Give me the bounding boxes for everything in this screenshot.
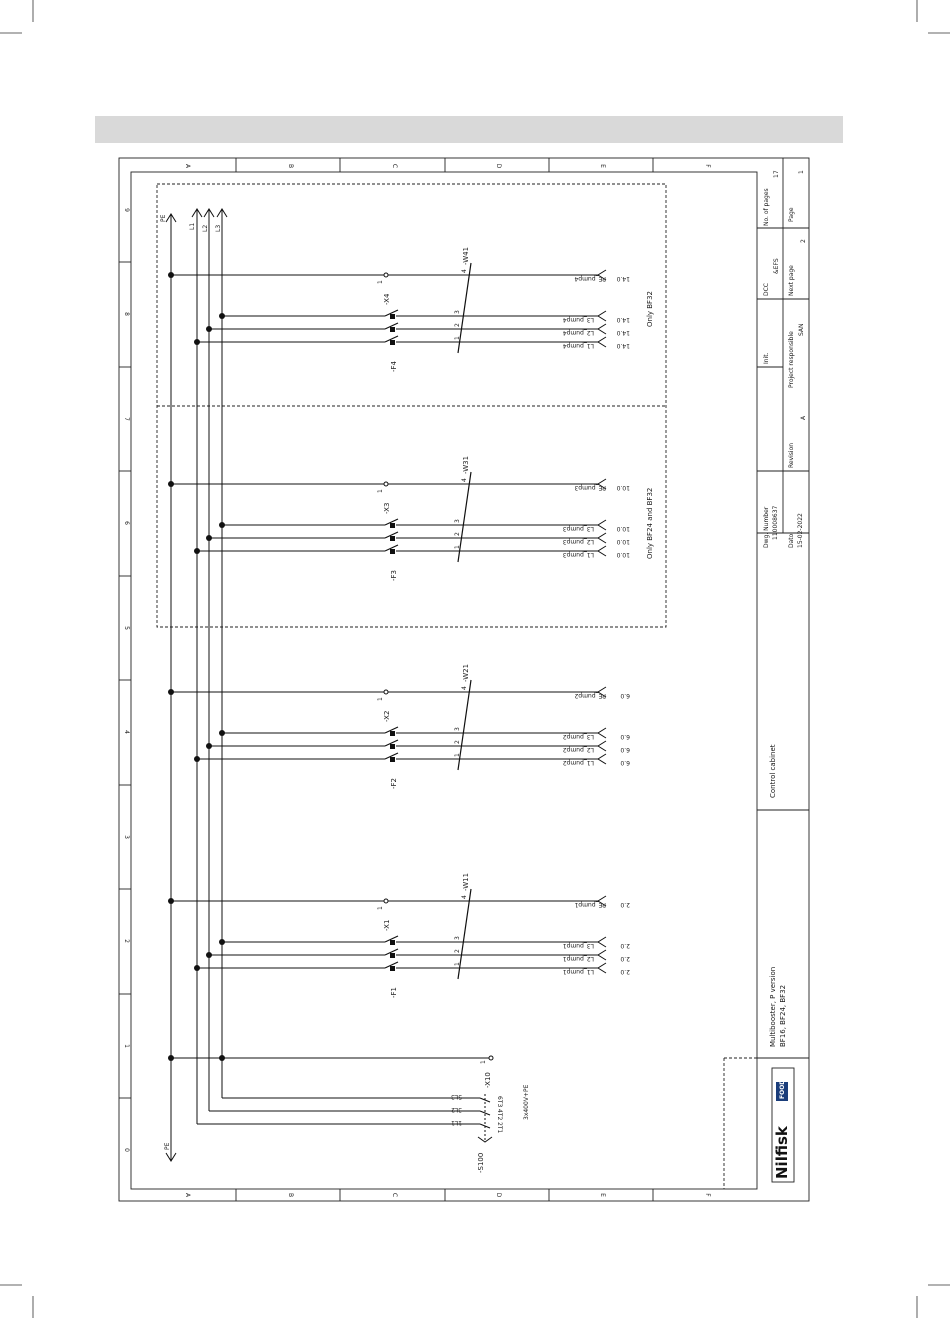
col-f-bottom: F bbox=[704, 1193, 711, 1197]
pump1-ref-pe: 2.0 bbox=[620, 901, 630, 908]
supply-in-2: 3L2 bbox=[451, 1106, 462, 1113]
pump4-fuse-tag: -F4 bbox=[390, 360, 398, 372]
pump2-fuse-tag: -F2 bbox=[390, 777, 398, 789]
pages-value: 17 bbox=[773, 170, 780, 178]
pump4-core-1: 1 bbox=[454, 336, 461, 340]
pump2-core-3: 3 bbox=[454, 727, 461, 731]
pump4-phase3-junction bbox=[219, 313, 225, 319]
next-page-label: Next page bbox=[788, 265, 795, 296]
bus-l3-label: L3 bbox=[215, 224, 222, 232]
pump3-phase3-fuse-mark bbox=[390, 523, 395, 528]
pump2-terminal-dot bbox=[384, 690, 388, 694]
pump3-terminal-num: 1 bbox=[377, 489, 384, 493]
pump4-terminal-dot bbox=[384, 273, 388, 277]
column-labels-top bbox=[184, 164, 711, 169]
pump1-ref-1: 2.0 bbox=[620, 968, 630, 975]
pump4-wire-label-pe: PE_pump4 bbox=[574, 275, 606, 282]
col-d-bottom: D bbox=[495, 1192, 502, 1198]
pump3-phase1-arrow bbox=[598, 546, 606, 556]
dwg-number-value: 110008637 bbox=[772, 505, 779, 540]
pump3-wire-label-3: L3_pump3 bbox=[562, 525, 594, 532]
row-3: 3 bbox=[123, 835, 130, 839]
supply-out-2: 4T2 bbox=[496, 1109, 503, 1121]
pump2-cable-tag: -W21 bbox=[462, 663, 470, 682]
pump3-core-4: 4 bbox=[461, 478, 468, 482]
pump2-phase3-junction bbox=[219, 730, 225, 736]
project-label: Project responsible bbox=[788, 331, 795, 388]
pump2-ref-1: 6.0 bbox=[620, 759, 630, 766]
pump3-phase3-arrow bbox=[598, 520, 606, 530]
page-label: Page bbox=[788, 207, 795, 222]
pump3-phase2-junction bbox=[206, 535, 212, 541]
revision-label: Revision bbox=[788, 442, 795, 468]
pump2-wire-label-pe: PE_pump2 bbox=[574, 692, 606, 699]
pump1-phase2-fuse-mark bbox=[390, 953, 395, 958]
pump2-phase3-arrow bbox=[598, 728, 606, 738]
pump2-phase1-arrow bbox=[598, 754, 606, 764]
pump1-wire-label-1: L1_pump1 bbox=[562, 968, 594, 975]
pump2-terminal-num: 1 bbox=[377, 697, 384, 701]
pump1-phase2-junction bbox=[206, 952, 212, 958]
pump3-phase2-arrow bbox=[598, 533, 606, 543]
bus-l1-label: L1 bbox=[189, 222, 196, 230]
pump1-phase2-arrow bbox=[598, 950, 606, 960]
column-labels-bottom bbox=[184, 1193, 711, 1198]
bus-pe-top-label: PE bbox=[160, 214, 167, 222]
pump3-phase2-fuse-mark bbox=[390, 536, 395, 541]
row-2: 2 bbox=[123, 939, 130, 943]
pump3-phase1-junction bbox=[194, 548, 200, 554]
bus-bars bbox=[166, 209, 227, 1161]
pump3-ref-pe: 10.0 bbox=[616, 484, 630, 491]
pump1-terminal-tag: -X1 bbox=[383, 919, 391, 931]
pump3-core-2: 2 bbox=[454, 532, 461, 536]
pages-label: No. of pages bbox=[763, 188, 770, 226]
bus-l2-label: L2 bbox=[202, 224, 209, 232]
pump2-phase1-fuse-mark bbox=[390, 757, 395, 762]
pump4-phase3-fuse-mark bbox=[390, 314, 395, 319]
bus-pe-bottom-label: PE bbox=[164, 1142, 171, 1150]
col-c-top: C bbox=[391, 163, 398, 169]
dwg-number-label: Dwg. Number bbox=[763, 506, 770, 548]
row-0: 0 bbox=[123, 1148, 130, 1152]
pump4-phase1-fuse-mark bbox=[390, 340, 395, 345]
pump4-core-2: 2 bbox=[454, 323, 461, 327]
pump1-phase3-fuse-mark bbox=[390, 940, 395, 945]
pump1-phase1-arrow bbox=[598, 963, 606, 973]
pump1-phase3-arrow bbox=[598, 937, 606, 947]
junction-l3-supply bbox=[219, 1055, 225, 1061]
pump3-wire-label-pe: PE_pump3 bbox=[574, 484, 606, 491]
pump3-wire-label-2: L2_pump3 bbox=[562, 538, 594, 545]
pump1-cable-tag: -W11 bbox=[462, 872, 470, 891]
date-value: 15-02-2022 bbox=[797, 513, 804, 548]
pump2-phase2-arrow bbox=[598, 741, 606, 751]
pump3-cable-tag: -W31 bbox=[462, 455, 470, 474]
row-4: 4 bbox=[123, 730, 130, 734]
title-line-2: BF16, BF24, BF32 bbox=[779, 984, 787, 1047]
pump1-terminal-num: 1 bbox=[377, 906, 384, 910]
pump4-ref-3: 14.0 bbox=[616, 316, 630, 323]
supply-out-1: 2T1 bbox=[496, 1122, 503, 1134]
col-b-bottom: B bbox=[287, 1192, 294, 1198]
row-7: 7 bbox=[123, 417, 130, 421]
pump4-wire-label-2: L2_pump4 bbox=[562, 329, 594, 336]
pump2-ref-pe: 6.0 bbox=[620, 692, 630, 699]
section-title: Control cabinet bbox=[769, 744, 777, 798]
pump4-phase2-junction bbox=[206, 326, 212, 332]
pump1-core-2: 2 bbox=[454, 949, 461, 953]
pump4-phase3-arrow bbox=[598, 311, 606, 321]
pump4-phase2-fuse-mark bbox=[390, 327, 395, 332]
pump-circuits bbox=[168, 247, 630, 998]
pump4-core-3: 3 bbox=[454, 310, 461, 314]
supply-terminal-tag: -X10 bbox=[484, 1072, 492, 1088]
supply-switch-tag: -S100 bbox=[477, 1152, 485, 1173]
pump2-ref-3: 6.0 bbox=[620, 733, 630, 740]
dcc-label: DCC bbox=[763, 283, 770, 296]
row-1: 1 bbox=[123, 1044, 130, 1048]
row-6: 6 bbox=[123, 521, 130, 525]
pump4-ref-1: 14.0 bbox=[616, 342, 630, 349]
col-e-bottom: E bbox=[599, 1193, 606, 1197]
col-a-bottom: A bbox=[184, 1192, 191, 1198]
pump3-ref-1: 10.0 bbox=[616, 551, 630, 558]
option-areas bbox=[157, 184, 757, 1189]
supply-out-3: 6T3 bbox=[496, 1096, 503, 1108]
col-c-bottom: C bbox=[391, 1192, 398, 1198]
pump4-pe-junction bbox=[168, 272, 174, 278]
pump4-cable-tag: -W41 bbox=[462, 246, 470, 265]
pump1-ref-2: 2.0 bbox=[620, 955, 630, 962]
pump1-phase1-fuse-mark bbox=[390, 966, 395, 971]
pump4-phase2-arrow bbox=[598, 324, 606, 334]
dcc-value: &EFS bbox=[773, 258, 780, 274]
col-d-top: D bbox=[495, 163, 502, 169]
date-label: Dato bbox=[788, 533, 795, 548]
pump4-phase1-arrow bbox=[598, 337, 606, 347]
supply-switch bbox=[171, 1058, 492, 1142]
pump4-terminal-num: 1 bbox=[377, 280, 384, 284]
pump1-wire-label-pe: PE_pump1 bbox=[574, 901, 606, 908]
pump2-phase1-junction bbox=[194, 756, 200, 762]
note-bf32: Only BF32 bbox=[646, 291, 654, 327]
header-band bbox=[95, 116, 843, 143]
pump1-terminal-dot bbox=[384, 899, 388, 903]
pump2-terminal-tag: -X2 bbox=[383, 710, 391, 722]
pump1-phase3-junction bbox=[219, 939, 225, 945]
pump3-wire-label-1: L1_pump3 bbox=[562, 551, 594, 558]
col-b-top: B bbox=[287, 163, 294, 169]
pump2-core-2: 2 bbox=[454, 740, 461, 744]
pump3-terminal-tag: -X3 bbox=[383, 502, 391, 514]
supply-rating: 3x400V+PE bbox=[523, 1084, 530, 1120]
supply-in-3: 5L3 bbox=[451, 1093, 462, 1100]
revision-value: A bbox=[800, 415, 807, 420]
pump4-ref-2: 14.0 bbox=[616, 329, 630, 336]
col-a-top: A bbox=[184, 163, 191, 169]
pump1-core-4: 4 bbox=[461, 895, 468, 899]
pump3-phase1-fuse-mark bbox=[390, 549, 395, 554]
row-5: 5 bbox=[123, 626, 130, 630]
supply-terminal-num: 1 bbox=[480, 1060, 487, 1064]
col-e-top: E bbox=[599, 164, 606, 168]
row-9: 9 bbox=[123, 208, 130, 212]
row-8: 8 bbox=[123, 312, 130, 316]
pump2-pe-junction bbox=[168, 689, 174, 695]
pump1-pe-junction bbox=[168, 898, 174, 904]
page-value: 1 bbox=[798, 170, 805, 174]
pump4-ref-pe: 14.0 bbox=[616, 275, 630, 282]
pump1-core-3: 3 bbox=[454, 936, 461, 940]
pump3-pe-junction bbox=[168, 481, 174, 487]
logo bbox=[772, 1068, 794, 1182]
project-value: SAN bbox=[798, 323, 805, 336]
pump2-phase2-fuse-mark bbox=[390, 744, 395, 749]
junction-pe-supply bbox=[168, 1055, 174, 1061]
pump1-core-1: 1 bbox=[454, 962, 461, 966]
pump2-wire-label-2: L2_pump2 bbox=[562, 746, 594, 753]
pump2-core-4: 4 bbox=[461, 686, 468, 690]
pump4-core-4: 4 bbox=[461, 269, 468, 273]
init-label: Init. bbox=[763, 352, 770, 364]
pump3-ref-3: 10.0 bbox=[616, 525, 630, 532]
supply-terminal-dot bbox=[489, 1056, 493, 1060]
pump2-ref-2: 6.0 bbox=[620, 746, 630, 753]
title-line-1: Multibooster, P version bbox=[769, 966, 777, 1047]
pump3-fuse-tag: -F3 bbox=[390, 569, 398, 581]
pump1-ref-3: 2.0 bbox=[620, 942, 630, 949]
pump1-fuse-tag: -F1 bbox=[390, 986, 398, 998]
col-f-top: F bbox=[704, 164, 711, 168]
pump4-wire-label-3: L3_pump4 bbox=[562, 316, 594, 323]
pump2-phase2-junction bbox=[206, 743, 212, 749]
pump3-core-3: 3 bbox=[454, 519, 461, 523]
pump3-ref-2: 10.0 bbox=[616, 538, 630, 545]
logo-text: Nilfisk bbox=[773, 1126, 791, 1179]
pump1-phase1-junction bbox=[194, 965, 200, 971]
pump4-wire-label-1: L1_pump4 bbox=[562, 342, 594, 349]
pump1-wire-label-2: L2_pump1 bbox=[562, 955, 594, 962]
pump2-phase3-fuse-mark bbox=[390, 731, 395, 736]
pump1-wire-label-3: L3_pump1 bbox=[562, 942, 594, 949]
pump3-terminal-dot bbox=[384, 482, 388, 486]
logo-sub: FOOD bbox=[779, 1079, 786, 1099]
pump3-core-1: 1 bbox=[454, 545, 461, 549]
pump4-terminal-tag: -X4 bbox=[383, 293, 391, 305]
pump2-wire-label-3: L3_pump2 bbox=[562, 733, 594, 740]
pump4-phase1-junction bbox=[194, 339, 200, 345]
pump2-core-1: 1 bbox=[454, 753, 461, 757]
pump2-wire-label-1: L1_pump2 bbox=[562, 759, 594, 766]
supply-in-1: 1L1 bbox=[451, 1119, 462, 1126]
next-page-value: 2 bbox=[800, 239, 807, 243]
pump3-phase3-junction bbox=[219, 522, 225, 528]
note-bf24-bf32: Only BF24 and BF32 bbox=[646, 487, 654, 559]
